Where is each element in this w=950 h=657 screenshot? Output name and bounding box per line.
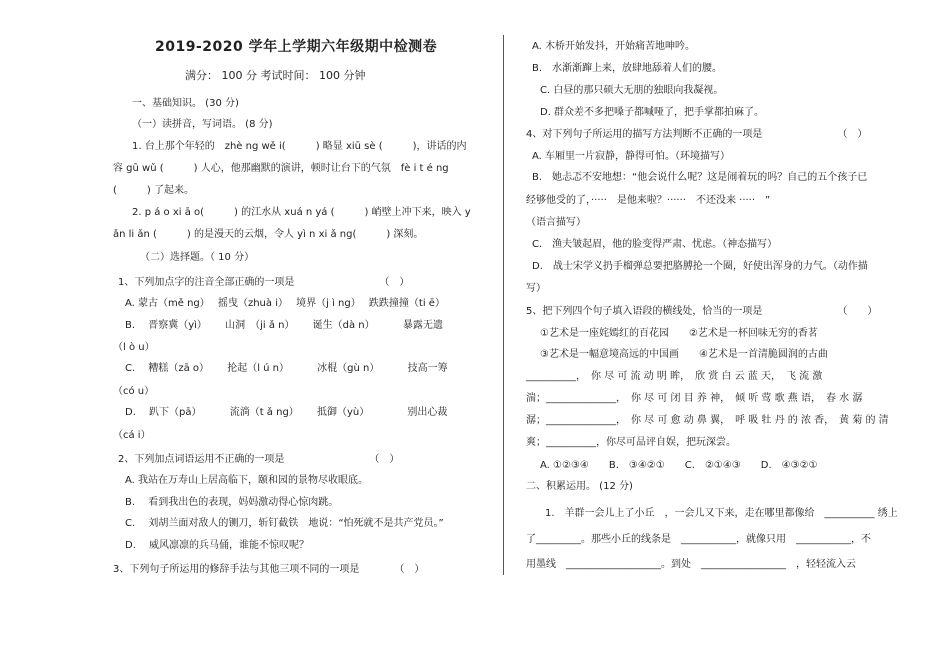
- right-line: A. 车厢里一片寂静，静得可怕。（环境描写）: [532, 151, 731, 162]
- left-line: 3、下列句子所运用的修辞手法与其他三项不同的一项是 （ ）: [113, 564, 425, 575]
- left-line: 2. p á o xi ā o( ) 的江水从 xuá n yá ( ) 峭壁上冲下来，映入 y: [132, 207, 471, 218]
- right-line: ③艺术是一幅意境高远的中国画 ④艺术是一首清脆圆润的古曲: [540, 349, 828, 360]
- right-line: B. 水渐渐蹿上来，放肆地舔着人们的腰。: [532, 63, 723, 74]
- left-line: （cá i）: [113, 430, 151, 441]
- left-line: B. 晋察冀（yì） 山洞 （ji ǎ n） 诞生（dà n） 暴露无遗: [125, 320, 443, 331]
- right-line: C. 渔夫皱起眉，他的脸变得严肃、忧虑。（神态描写）: [532, 239, 778, 250]
- left-line: （có u）: [113, 386, 155, 397]
- left-line: （l ò u）: [113, 342, 155, 353]
- right-line: 爽；__________，你尽可品评自娱，把玩深尝。: [526, 437, 736, 448]
- right-line: 4、对下列句子所运用的描写方法判断不正确的一项是 （ ）: [526, 129, 868, 140]
- left-line: B. 看到我出色的表现，妈妈激动得心惊肉跳。: [125, 497, 339, 508]
- left-line: A. 我站在万寿山上居高临下，颐和园的景物尽收眼底。: [125, 475, 369, 486]
- right-line: C. 白昼的那只硕大无朋的独眼向我凝视。: [540, 85, 724, 96]
- left-line: 容 gū wǔ ( ) 人心，他那幽默的演讲，顿时让台下的气氛 fè i t é ng: [113, 163, 449, 174]
- left-line: 1、下列加点字的注音全部正确的一项是 （ ）: [118, 277, 410, 288]
- right-line: 写）: [526, 283, 546, 294]
- right-line: 5、把下列四个句子填入语段的横线处，恰当的一项是 （ ）: [526, 306, 878, 317]
- right-line: 湍；______________， 你 尽 可 闭 目 养 神， 倾 听 莺 歌 燕 语， 春 水 潺: [526, 393, 863, 404]
- left-line: C. 刘胡兰面对敌人的铡刀，斩钉截铁 地说：“怕死就不是共产党员。”: [125, 518, 444, 529]
- right-line: ①艺术是一座姹嫣红的百花园 ②艺术是一杯回味无穷的香茗: [540, 328, 818, 339]
- right-line: 经够他受的了，····· 是他来啦？······ 不还没来 ····· ”: [526, 195, 771, 206]
- right-line: __________， 你 尽 可 流 动 明 眸， 欣 赏 白 云 蓝 天， 飞 流 激: [526, 371, 823, 382]
- left-line: ǎn li ǎn ( ) 的是漫天的云烟，令人 yì n xi ǎ ng( ) 深刻。: [113, 229, 424, 240]
- right-line: B. 她忐忑不安地想：“他会说什么呢？这是闹着玩的吗？自己的五个孩子已: [532, 172, 868, 183]
- right-line: 了_________。那些小丘的线条是 ___________，就像只用 ___________，不: [526, 534, 871, 545]
- exam-title: 2019-2020 学年上学期六年级期中检测卷: [155, 39, 438, 55]
- right-line: 1. 羊群一会儿上了小丘 ，一会儿又下来，走在哪里都像给 __________ 绣上: [545, 508, 898, 519]
- right-line: D. 群众差不多把嗓子都喊哑了，把手掌都拍麻了。: [540, 107, 765, 118]
- left-line: 2、下列加点词语运用不正确的一项是 （ ）: [118, 454, 400, 465]
- left-line: ( ) 了起来。: [113, 185, 194, 196]
- exam-meta: 满分： 100 分 考试时间： 100 分钟: [185, 69, 366, 82]
- left-line: D. 趴下（pā） 流淌（t ǎ ng） 抵御（yù） 别出心裁: [125, 407, 448, 418]
- left-line: （一）读拼音，写词语。 (8 分): [132, 119, 273, 130]
- column-divider: [503, 35, 504, 575]
- right-line: A. ①②③④ B. ③④②① C. ②①④③ D. ④③②①: [540, 460, 818, 471]
- right-line: D. 战士宋学义扔手榴弹总要把胳膊抡一个圈，好使出浑身的力气。（动作描: [532, 261, 868, 272]
- right-line: 二、积累运用。 (12 分): [526, 481, 633, 492]
- right-line: 用墨线 ___________________。到处 _________________ ，轻轻流入云: [526, 559, 856, 570]
- left-line: 1. 台上那个年轻的 zhè ng wě i( ) 略显 xiū sè ( )，讲话的内: [132, 141, 467, 152]
- left-line: 一、基础知识。 (30 分): [132, 98, 239, 109]
- right-line: 潺；______________， 你 尽 可 愈 动 鼻 翼， 呼 吸 牡 丹 的 浓 香， 黄 菊 的 清: [526, 415, 889, 426]
- right-line: A. 木桥开始发抖，开始痛苦地呻吟。: [532, 41, 696, 52]
- left-line: C. 糟糕（zā o） 抡起（l ú n） 冰棍（gù n） 技高一筹: [125, 363, 448, 374]
- left-line: A. 蒙古（mě ng） 摇曳（zhuà i） 境界（j ì ng） 跌跌撞撞（ti ē）: [125, 298, 445, 309]
- left-line: D. 威风凛凛的兵马俑，谁能不惊叹呢？: [125, 540, 310, 551]
- left-line: （二）选择题。（ 10 分）: [140, 252, 255, 263]
- right-line: （语言描写）: [526, 217, 586, 228]
